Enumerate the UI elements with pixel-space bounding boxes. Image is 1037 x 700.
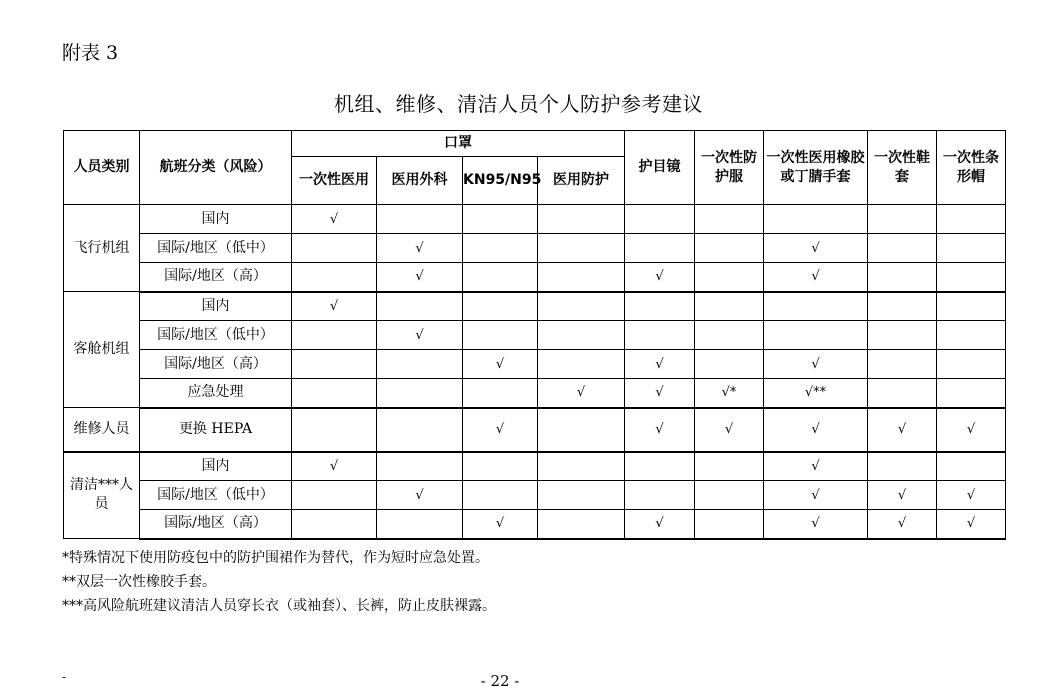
check-mark-cell: √ — [764, 350, 868, 379]
check-mark-cell: √ — [937, 408, 1006, 452]
check-mark-cell: √ — [625, 263, 695, 292]
table-row — [64, 350, 1006, 379]
check-mark-cell — [937, 263, 1006, 292]
check-mark-cell — [695, 452, 764, 481]
check-mark-cell — [538, 408, 625, 452]
check-mark-cell — [538, 452, 625, 481]
check-mark-cell — [292, 481, 377, 510]
table-row — [64, 408, 1006, 452]
check-mark-cell: √ — [292, 205, 377, 234]
check-mark-cell: √ — [868, 481, 937, 510]
check-mark-cell — [377, 292, 463, 321]
check-mark-cell — [463, 263, 538, 292]
check-mark-cell — [764, 205, 868, 234]
check-mark-cell: √ — [292, 292, 377, 321]
check-mark-cell — [463, 292, 538, 321]
check-mark-cell: √ — [292, 452, 377, 481]
check-mark-cell: √ — [695, 408, 764, 452]
header-personnel: 人员类别 — [64, 131, 140, 205]
header-cap: 一次性条形帽 — [937, 131, 1006, 205]
check-mark-cell — [292, 510, 377, 539]
appendix-label: 附表 3 — [62, 42, 119, 64]
check-mark-cell: √ — [463, 350, 538, 379]
header-suit: 一次性防护服 — [695, 131, 764, 205]
footnotes — [62, 546, 496, 618]
check-mark-cell — [292, 408, 377, 452]
flight-category-cell: 国际/地区（低中） — [140, 481, 292, 510]
check-mark-cell: √ — [377, 263, 463, 292]
check-mark-cell — [937, 379, 1006, 408]
table-row — [64, 379, 1006, 408]
check-mark-cell — [695, 292, 764, 321]
flight-category-cell: 国际/地区（低中） — [140, 234, 292, 263]
flight-category-cell: 国际/地区（低中） — [140, 321, 292, 350]
check-mark-cell — [868, 350, 937, 379]
margin-mark: - — [62, 670, 67, 684]
table-row — [64, 510, 1006, 539]
check-mark-cell: √ — [764, 452, 868, 481]
personnel-group-label: 飞行机组 — [64, 205, 140, 292]
check-mark-cell — [937, 350, 1006, 379]
check-mark-cell — [625, 205, 695, 234]
check-mark-cell: √ — [625, 379, 695, 408]
header-flight-category: 航班分类（风险） — [140, 131, 292, 205]
table-row — [64, 263, 1006, 292]
check-mark-cell — [868, 234, 937, 263]
check-mark-cell — [695, 350, 764, 379]
flight-category-cell: 国内 — [140, 452, 292, 481]
check-mark-cell — [695, 205, 764, 234]
check-mark-cell: √ — [377, 234, 463, 263]
check-mark-cell: √ — [764, 408, 868, 452]
check-mark-cell — [377, 379, 463, 408]
footnote: *特殊情况下使用防疫包中的防护围裙作为替代，作为短时应急处置。 — [62, 550, 489, 566]
check-mark-cell: √ — [764, 510, 868, 539]
check-mark-cell: √ — [764, 481, 868, 510]
check-mark-cell — [695, 234, 764, 263]
check-mark-cell: √ — [937, 481, 1006, 510]
personnel-group-label: 清洁***人员 — [64, 452, 140, 539]
check-mark-cell — [377, 350, 463, 379]
check-mark-cell — [538, 234, 625, 263]
check-mark-cell — [538, 481, 625, 510]
check-mark-cell — [377, 408, 463, 452]
check-mark-cell — [463, 321, 538, 350]
check-mark-cell: √ — [625, 408, 695, 452]
check-mark-cell: √ — [463, 510, 538, 539]
check-mark-cell — [937, 452, 1006, 481]
check-mark-cell — [625, 321, 695, 350]
check-mark-cell — [538, 321, 625, 350]
check-mark-cell — [695, 263, 764, 292]
check-mark-cell: √ — [868, 408, 937, 452]
footnote: **双层一次性橡胶手套。 — [62, 574, 216, 590]
flight-category-cell: 应急处理 — [140, 379, 292, 408]
header-gloves: 一次性医用橡胶或丁腈手套 — [764, 131, 868, 205]
check-mark-cell: √ — [764, 263, 868, 292]
check-mark-cell — [764, 292, 868, 321]
flight-category-cell: 国内 — [140, 292, 292, 321]
check-mark-cell: √ — [764, 234, 868, 263]
check-mark-cell: √ — [538, 379, 625, 408]
check-mark-cell — [377, 452, 463, 481]
check-mark-cell — [695, 321, 764, 350]
check-mark-cell — [538, 292, 625, 321]
footnote: ***高风险航班建议清洁人员穿长衣（或袖套）、长裤，防止皮肤裸露。 — [62, 598, 496, 614]
table-row — [64, 321, 1006, 350]
check-mark-cell — [868, 292, 937, 321]
protection-table — [63, 130, 1006, 540]
personnel-group-label: 客舱机组 — [64, 292, 140, 408]
table-row — [64, 292, 1006, 321]
check-mark-cell — [868, 205, 937, 234]
check-mark-cell — [538, 510, 625, 539]
check-mark-cell — [377, 510, 463, 539]
check-mark-cell — [463, 234, 538, 263]
header-goggles: 护目镜 — [625, 131, 695, 205]
check-mark-cell — [538, 350, 625, 379]
check-mark-cell — [625, 292, 695, 321]
flight-category-cell: 国际/地区（高） — [140, 263, 292, 292]
check-mark-cell — [463, 481, 538, 510]
check-mark-cell: √ — [937, 510, 1006, 539]
check-mark-cell — [292, 321, 377, 350]
check-mark-cell — [937, 205, 1006, 234]
flight-category-cell: 更换 HEPA — [140, 408, 292, 452]
check-mark-cell — [625, 234, 695, 263]
header-mask: 口罩 — [292, 131, 625, 157]
check-mark-cell — [292, 234, 377, 263]
check-mark-cell — [463, 452, 538, 481]
table-row — [64, 234, 1006, 263]
header-mask-disposable: 一次性医用 — [292, 157, 377, 205]
flight-category-cell: 国内 — [140, 205, 292, 234]
header-mask-kn95: KN95/N95 — [463, 157, 538, 205]
check-mark-cell — [463, 205, 538, 234]
check-mark-cell — [463, 379, 538, 408]
check-mark-cell: √ — [625, 350, 695, 379]
flight-category-cell: 国际/地区（高） — [140, 350, 292, 379]
document-title: 机组、维修、清洁人员个人防护参考建议 — [334, 92, 703, 116]
check-mark-cell — [292, 350, 377, 379]
check-mark-cell — [868, 452, 937, 481]
page-number: - 22 - — [480, 672, 520, 690]
check-mark-cell — [868, 379, 937, 408]
table-row — [64, 481, 1006, 510]
check-mark-cell — [538, 205, 625, 234]
check-mark-cell: √ — [625, 510, 695, 539]
check-mark-cell: √ — [377, 481, 463, 510]
header-mask-protective: 医用防护 — [538, 157, 625, 205]
table-row — [64, 205, 1006, 234]
header-shoe-covers: 一次性鞋套 — [868, 131, 937, 205]
check-mark-cell — [695, 510, 764, 539]
personnel-group-label: 维修人员 — [64, 408, 140, 452]
check-mark-cell — [292, 379, 377, 408]
check-mark-cell: √ — [463, 408, 538, 452]
check-mark-cell — [377, 205, 463, 234]
check-mark-cell — [695, 481, 764, 510]
check-mark-cell — [937, 321, 1006, 350]
check-mark-cell — [292, 263, 377, 292]
check-mark-cell: √** — [764, 379, 868, 408]
check-mark-cell — [868, 321, 937, 350]
check-mark-cell: √* — [695, 379, 764, 408]
flight-category-cell: 国际/地区（高） — [140, 510, 292, 539]
header-mask-surgical: 医用外科 — [377, 157, 463, 205]
check-mark-cell — [625, 452, 695, 481]
check-mark-cell — [937, 234, 1006, 263]
check-mark-cell — [625, 481, 695, 510]
check-mark-cell — [937, 292, 1006, 321]
check-mark-cell: √ — [377, 321, 463, 350]
table-row — [64, 452, 1006, 481]
check-mark-cell — [868, 263, 937, 292]
check-mark-cell: √ — [868, 510, 937, 539]
check-mark-cell — [764, 321, 868, 350]
check-mark-cell — [538, 263, 625, 292]
